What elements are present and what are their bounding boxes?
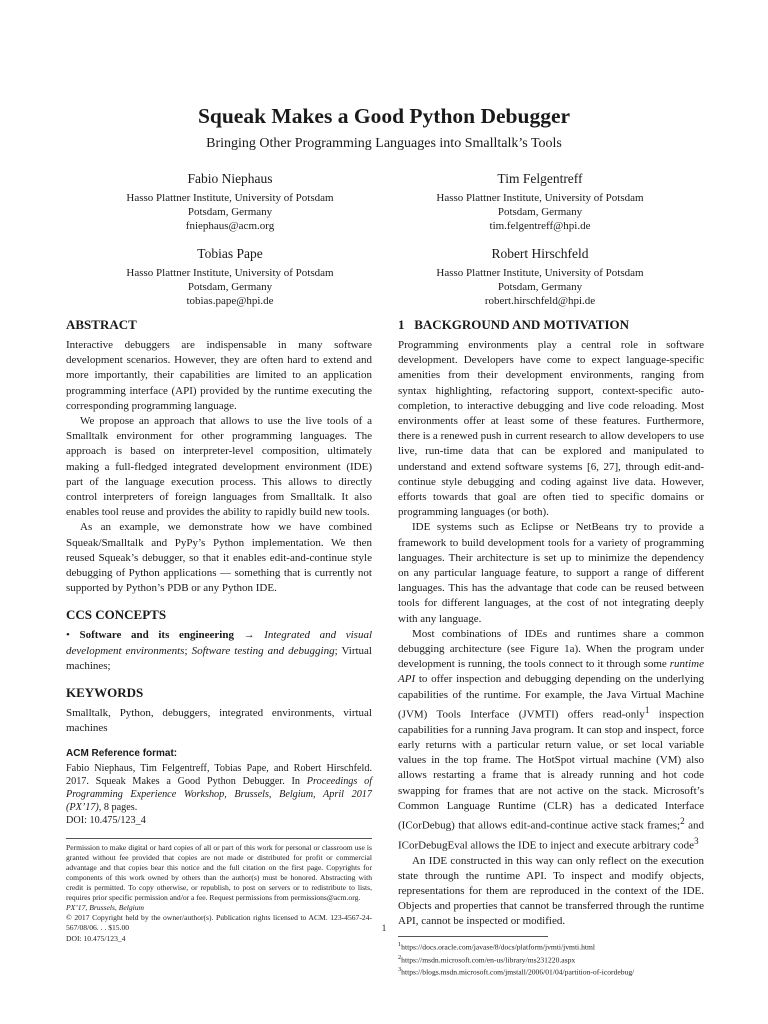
acm-reference-line: Fabio Niephaus, Tim Felgentreff, Tobias Pape, and Robert Hirschfeld. 2017. Squeak Makes a Good Python Debugger. In (66, 762, 372, 787)
body-paragraph: An IDE constructed in this way can only reflect on the execution state through the runtime API. To inspect and modify objects, representations for them are reproduced in the context of the IDE. Objects and properties that cannot be transferred through the runtime API, cannot be inspected or modified. (398, 854, 704, 928)
author-email[interactable]: fniephaus@acm.org (185, 220, 275, 232)
permission-venue: PX’17, Brussels, Belgium (66, 903, 145, 913)
acm-reference-venue: Proceedings of Programming Experience Workshop, Brussels, Belgium, April 2017 (PX’17), (66, 775, 373, 814)
ccs-bullet: • (66, 629, 70, 642)
acm-reference-doi: DOI: 10.475/123_4 (66, 815, 146, 827)
keywords-heading: KEYWORDS (66, 685, 144, 701)
author-name: Tobias Pape (197, 246, 263, 261)
footnote[interactable] (398, 965, 704, 978)
author-affiliation: Hasso Plattner Institute, University of Potsdam (126, 267, 334, 279)
keywords-text: Smalltalk, Python, debuggers, integrated environments, virtual machines (66, 707, 372, 735)
abstract-heading: ABSTRACT (66, 317, 137, 332)
permission-copyright: © 2017 Copyright held by the owner/author(s). Publication rights licensed to ACM. 123-4567-24-567/08/06. . . $15.00 (66, 913, 372, 933)
footnote[interactable] (398, 940, 704, 953)
permission-text: Permission to make digital or hard copies of all or part of this work for personal or classroom use is granted without fee provided that copies are not made or distributed for profit or commercial advantage and that copies bear this notice and the full citation on the first page. Copyrights for components of this work owned by others than the author(s) must be honored. Abstracting with credit is permitted. To copy otherwise, or republish, to post on servers or to redistribute to lists, requires prior specific permission and/or a fee. Request permissions from permissions@acm.org. (66, 842, 372, 903)
footnote-url[interactable]: https://blogs.msdn.microsoft.com/jmstall/2006/01/04/partition-of-icordebug/ (401, 967, 635, 977)
ccs-heading: CCS CONCEPTS (66, 607, 167, 623)
ccs-arrow: → (243, 629, 255, 642)
footnote-ref[interactable]: 1 (644, 704, 650, 715)
ccs-italic: Software testing and debugging (191, 644, 335, 657)
body-paragraph (398, 627, 704, 854)
author-location: Potsdam, Germany (187, 281, 273, 293)
section-heading: 1 BACKGROUND AND MOTIVATION (398, 317, 630, 332)
author-affiliation: Hasso Plattner Institute, University of Potsdam (126, 192, 334, 204)
footnote-number: 2 (398, 953, 402, 961)
footnote-url[interactable]: https://msdn.microsoft.com/en-us/library/ms231220.aspx (401, 955, 576, 965)
body-paragraph: IDE systems such as Eclipse or NetBeans try to provide a framework to build development tools for a variety of programming languages. Their architecture is set up to minimize the dependency on any particular language feature, to support a range of different languages. This has the advantage that code can be reused between tools for different languages, at the cost of not integrating deeply with any language. (398, 521, 704, 625)
footnote-url[interactable]: https://docs.oracle.com/javase/8/docs/platform/jvmti/jvmti.html (401, 942, 595, 952)
author-location: Potsdam, Germany (497, 206, 583, 218)
author-name: Robert Hirschfeld (491, 246, 589, 261)
author-email[interactable]: robert.hirschfeld@hpi.de (484, 295, 596, 307)
author-location: Potsdam, Germany (497, 281, 583, 293)
body-text: and ICorDebugEval allows the IDE to inject and execute arbitrary code (398, 819, 704, 852)
left-column (66, 317, 372, 944)
author-location: Potsdam, Germany (187, 206, 273, 218)
author-name: Tim Felgentreff (497, 171, 583, 186)
ccs-text (66, 628, 372, 674)
body-text: Most combinations of IDEs and runtimes share a common debugging architecture (see Figure 1a). When the program under development is running, the tools connect to it through some (398, 627, 704, 671)
permission-doi: DOI: 10.475/123_4 (66, 933, 126, 943)
body-italic: runtime API (398, 658, 705, 686)
footnotes (398, 940, 704, 978)
footnote-ref[interactable]: 3 (693, 835, 699, 846)
acm-reference-heading: ACM Reference format: (66, 748, 178, 760)
footnote-ref[interactable]: 2 (680, 815, 685, 826)
author-block (390, 170, 690, 233)
ccs-separator: ; (184, 644, 188, 657)
page-number: 1 (381, 923, 387, 933)
ccs-rest: ; Virtual machines; (66, 644, 372, 672)
ccs-italic: Integrated and visual development environments (66, 629, 372, 657)
author-block (80, 245, 380, 308)
acm-reference-pages: 8 pages. (103, 802, 138, 814)
author-affiliation: Hasso Plattner Institute, University of Potsdam (436, 192, 644, 204)
paper-title: Squeak Makes a Good Python Debugger (197, 104, 571, 128)
footnote[interactable] (398, 953, 704, 966)
abstract-paragraph: As an example, we demonstrate how we have combined Squeak/Smalltalk and PyPy’s Python implementation. We then reused Squeak’s debugger, so that it enables edit-and-continue style debugging of Python applications — something that is currently not supported by Python’s PDB or any Python IDE. (66, 521, 372, 595)
author-email[interactable]: tobias.pape@hpi.de (186, 295, 274, 307)
footnote-number: 3 (398, 966, 402, 974)
author-name: Fabio Niephaus (187, 171, 273, 186)
author-block (390, 245, 690, 308)
body-text: inspection capabilities for a running Java program. It can stop and inspect, force early returns with a particular return value, or set local variable values in the top frame. The HotSpot virtual machine (VM) also allows restarting a frame that is already running and hot code swapping for frames that are not active on the stack. Microsoft’s Common Language Runtime (CLR) has a dedicated Interface (ICorDebug) that allows edit-and-continue active stack frames; (398, 708, 705, 832)
body-paragraph: Programming environments play a central role in software development. Developers have come to expect language-specific amenities from their development environments, ranging from syntax highlighting, refactoring support, context-specific auto-completion, to interactive debugging and live code reloading. Most environments offer at least some of these features. Furthermore, there is a renewed push in current research to allow developers to use live, run-time data that can be explored and manipulated to understand and extend software systems [6, 27], through edit-and-continue style debugging and coding against live data. However, efforts towards that goal are often tied to specific domains or programming languages (or both). (398, 339, 704, 519)
abstract-paragraph: We propose an approach that allows to use the live tools of a Smalltalk environment for other programming languages. The approach is based on interpreter-level composition, ultimately making a full-fledged integrated development environment (IDE) part of the language execution process. This allows to directly control interpreters of foreign languages from Smalltalk. It also enables tool reuse and provides the ability to rapidly build new tools. (66, 415, 372, 519)
footnote-number: 1 (398, 940, 402, 948)
acm-reference (66, 746, 372, 827)
ccs-bold: Software and its engineering (79, 629, 234, 642)
paper-subtitle: Bringing Other Programming Languages into Smalltalk’s Tools (206, 136, 562, 151)
author-email[interactable]: tim.felgentreff@hpi.de (489, 220, 591, 232)
author-affiliation: Hasso Plattner Institute, University of Potsdam (436, 267, 644, 279)
abstract-paragraph: Interactive debuggers are indispensable in many software development scenarios. However, they are often hard to extend and more importantly, their capabilities are limited to an application programming interface (API) provided by the runtime executing the corresponding programming language. (66, 339, 372, 412)
author-block (80, 170, 380, 233)
body-text: to offer inspection and debugging depending on the underlying capabilities of the runtime. For example, the Java Virtual Machine (JVM) Tools Interface (JVMTI) offers read-only (398, 673, 704, 721)
right-column (398, 317, 704, 978)
acm-reference-text (66, 762, 372, 815)
